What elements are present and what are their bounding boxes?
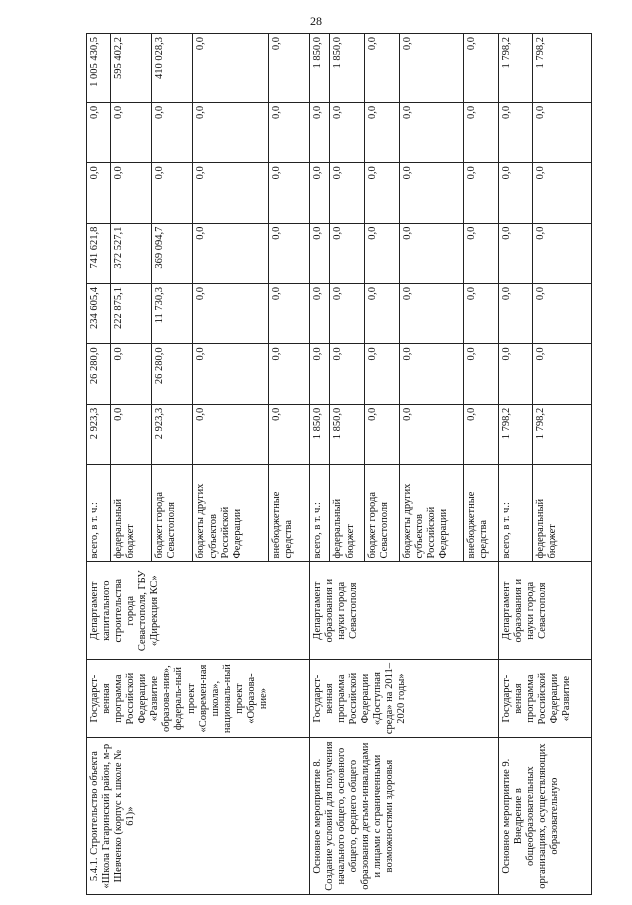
year-value-cell: 0,0 xyxy=(499,102,533,162)
funding-source-cell: всего, в т. ч.: xyxy=(499,465,533,562)
year-value-cell: 741 621,8 xyxy=(87,223,111,283)
year-value-cell: 0,0 xyxy=(400,102,464,162)
year-value-cell: 372 527,1 xyxy=(111,223,152,283)
year-value-cell: 0,0 xyxy=(464,344,499,404)
year-value-cell: 0,0 xyxy=(499,344,533,404)
total-value-cell: 1 798,2 xyxy=(499,34,533,103)
executor-cell: Департамент капитального строительства города Севастополя, ГБУ «Дирекция КС» xyxy=(87,562,310,659)
year-value-cell: 2 923,3 xyxy=(87,404,111,464)
page-number: 28 xyxy=(310,14,322,28)
year-value-cell: 0,0 xyxy=(152,163,193,223)
measure-name-cell: 5.4.1. Строительство объекта «Школа Гагаринский район, м-р Шевченко (корпус к школе № 61)» xyxy=(87,738,310,895)
year-value-cell: 0,0 xyxy=(152,102,193,162)
table-row xyxy=(499,34,533,895)
year-value-cell: 0,0 xyxy=(330,344,365,404)
year-value-cell: 0,0 xyxy=(111,344,152,404)
funding-table xyxy=(86,33,592,895)
program-cell: Государст-венная программа Российской Федерации «Доступная среда» на 2011–2020 годы» xyxy=(310,659,499,737)
year-value-cell: 0,0 xyxy=(499,163,533,223)
total-value-cell: 1 850,0 xyxy=(310,34,330,103)
year-value-cell: 0,0 xyxy=(330,102,365,162)
year-value-cell: 1 850,0 xyxy=(310,404,330,464)
year-value-cell: 0,0 xyxy=(464,283,499,343)
year-value-cell: 26 280,0 xyxy=(87,344,111,404)
year-value-cell: 0,0 xyxy=(193,283,268,343)
year-value-cell: 1 798,2 xyxy=(499,404,533,464)
total-value-cell: 0,0 xyxy=(268,34,309,103)
year-value-cell: 0,0 xyxy=(310,344,330,404)
rotated-table-wrapper xyxy=(86,33,592,895)
year-value-cell: 0,0 xyxy=(533,102,592,162)
year-value-cell: 0,0 xyxy=(87,102,111,162)
funding-source-cell: бюджеты других субъектов Российской Федерации xyxy=(400,465,464,562)
year-value-cell: 369 094,7 xyxy=(152,223,193,283)
year-value-cell: 0,0 xyxy=(268,283,309,343)
year-value-cell: 0,0 xyxy=(464,163,499,223)
year-value-cell: 11 730,3 xyxy=(152,283,193,343)
year-value-cell: 0,0 xyxy=(193,404,268,464)
year-value-cell: 0,0 xyxy=(365,344,400,404)
year-value-cell: 0,0 xyxy=(310,102,330,162)
year-value-cell: 0,0 xyxy=(193,163,268,223)
year-value-cell: 0,0 xyxy=(499,223,533,283)
measure-name-cell: Основное мероприятие 9. Внедрение в общеобразовательных организациях, осуществляющих образовательную xyxy=(499,738,592,895)
funding-source-cell: бюджет города Севастополя xyxy=(365,465,400,562)
year-value-cell: 0,0 xyxy=(365,102,400,162)
program-cell: Государст-венная программа Российской Федерации «Развитие xyxy=(499,659,592,737)
funding-source-cell: бюджеты других субъектов Российской Федерации xyxy=(193,465,268,562)
executor-cell: Департамент образования и науки города Севастополя xyxy=(310,562,499,659)
year-value-cell: 1 798,2 xyxy=(533,404,592,464)
year-value-cell: 0,0 xyxy=(193,344,268,404)
year-value-cell: 0,0 xyxy=(400,223,464,283)
year-value-cell: 1 850,0 xyxy=(330,404,365,464)
total-value-cell: 410 028,3 xyxy=(152,34,193,103)
year-value-cell: 0,0 xyxy=(533,283,592,343)
year-value-cell: 0,0 xyxy=(268,223,309,283)
year-value-cell: 0,0 xyxy=(400,283,464,343)
funding-source-cell: всего, в т. ч.: xyxy=(310,465,330,562)
table-row xyxy=(87,34,111,895)
year-value-cell: 0,0 xyxy=(400,404,464,464)
total-value-cell: 1 850,0 xyxy=(330,34,365,103)
year-value-cell: 0,0 xyxy=(330,163,365,223)
funding-source-cell: федеральный бюджет xyxy=(533,465,592,562)
year-value-cell: 0,0 xyxy=(330,223,365,283)
total-value-cell: 1 798,2 xyxy=(533,34,592,103)
year-value-cell: 0,0 xyxy=(400,163,464,223)
year-value-cell: 0,0 xyxy=(365,163,400,223)
year-value-cell: 0,0 xyxy=(533,163,592,223)
year-value-cell: 0,0 xyxy=(111,102,152,162)
year-value-cell: 0,0 xyxy=(268,163,309,223)
year-value-cell: 0,0 xyxy=(111,163,152,223)
year-value-cell: 234 605,4 xyxy=(87,283,111,343)
year-value-cell: 0,0 xyxy=(268,404,309,464)
table-row xyxy=(310,34,330,895)
year-value-cell: 0,0 xyxy=(193,223,268,283)
year-value-cell: 0,0 xyxy=(87,163,111,223)
funding-source-cell: всего, в т. ч.: xyxy=(87,465,111,562)
funding-source-cell: внебюджетные средства xyxy=(464,465,499,562)
total-value-cell: 1 005 430,5 xyxy=(87,34,111,103)
funding-source-cell: бюджет города Севастополя xyxy=(152,465,193,562)
year-value-cell: 0,0 xyxy=(111,404,152,464)
total-value-cell: 0,0 xyxy=(464,34,499,103)
year-value-cell: 222 875,1 xyxy=(111,283,152,343)
year-value-cell: 0,0 xyxy=(193,102,268,162)
year-value-cell: 0,0 xyxy=(268,344,309,404)
year-value-cell: 0,0 xyxy=(464,223,499,283)
year-value-cell: 0,0 xyxy=(365,223,400,283)
year-value-cell: 0,0 xyxy=(464,102,499,162)
year-value-cell: 0,0 xyxy=(499,283,533,343)
year-value-cell: 0,0 xyxy=(310,163,330,223)
executor-cell: Департамент образования и науки города Севастополя xyxy=(499,562,592,659)
year-value-cell: 26 280,0 xyxy=(152,344,193,404)
year-value-cell: 0,0 xyxy=(533,344,592,404)
year-value-cell: 0,0 xyxy=(400,344,464,404)
funding-source-cell: федеральный бюджет xyxy=(111,465,152,562)
total-value-cell: 0,0 xyxy=(400,34,464,103)
year-value-cell: 0,0 xyxy=(310,283,330,343)
year-value-cell: 0,0 xyxy=(533,223,592,283)
year-value-cell: 0,0 xyxy=(464,404,499,464)
year-value-cell: 0,0 xyxy=(310,223,330,283)
year-value-cell: 0,0 xyxy=(330,283,365,343)
rotated-table-container xyxy=(86,33,592,895)
year-value-cell: 2 923,3 xyxy=(152,404,193,464)
funding-source-cell: внебюджетные средства xyxy=(268,465,309,562)
program-cell: Государст-венная программа Российской Федерации «Развитие образова-ния», федераль-ный проект «Современ-ная школа», националь-ный проект «Образова-ние» xyxy=(87,659,310,737)
total-value-cell: 0,0 xyxy=(365,34,400,103)
year-value-cell: 0,0 xyxy=(365,283,400,343)
total-value-cell: 595 402,2 xyxy=(111,34,152,103)
year-value-cell: 0,0 xyxy=(268,102,309,162)
year-value-cell: 0,0 xyxy=(365,404,400,464)
measure-name-cell: Основное мероприятие 8. Создание условий для получения начального общего, основного общего, среднего общего образования детьми-инвалидами и лицами с ограниченными возможностями здоровья xyxy=(310,738,499,895)
total-value-cell: 0,0 xyxy=(193,34,268,103)
funding-source-cell: федеральный бюджет xyxy=(330,465,365,562)
